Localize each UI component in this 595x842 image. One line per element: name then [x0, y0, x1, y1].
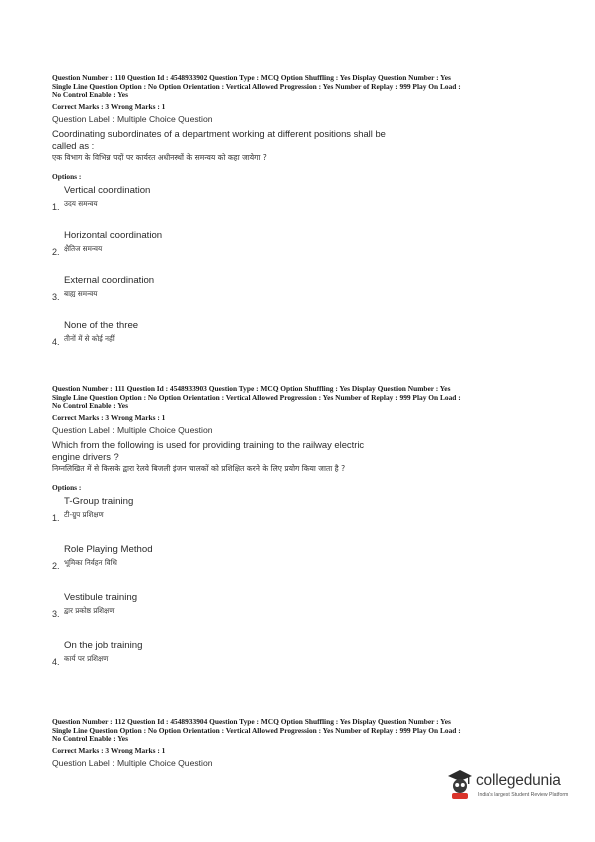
option-text-hi: बाह्य समन्वय	[64, 288, 98, 298]
option-2[interactable]	[52, 226, 552, 271]
question-marks: Correct Marks : 3 Wrong Marks : 1	[52, 101, 166, 111]
option-1[interactable]	[52, 492, 552, 540]
option-number: 3.	[52, 291, 60, 302]
option-text-hi: उदय समन्वय	[64, 198, 98, 208]
option-text-hi: क्षैतिज समन्वय	[64, 243, 103, 253]
option-text-hi: कार्य पर प्रशिक्षण	[64, 653, 109, 663]
option-text-en: Role Playing Method	[64, 543, 153, 555]
question-label: Question Label : Multiple Choice Question	[52, 113, 213, 124]
collegedunia-logo	[446, 768, 586, 808]
question-text-en: Which from the following is used for providing training to the railway electric engine drivers ?	[52, 438, 365, 462]
option-number: 4.	[52, 656, 60, 667]
option-text-hi: द्वार प्रकोष्ठ प्रशिक्षण	[64, 605, 115, 615]
option-text-hi: तीनों में से कोई नहीं	[64, 333, 115, 343]
option-4[interactable]	[52, 316, 552, 361]
options-heading: Options :	[52, 482, 82, 492]
option-4[interactable]	[52, 636, 552, 684]
graduate-mascot-icon	[446, 768, 474, 800]
question-text-en: Coordinating subordinates of a department working at different positions shall be called as :	[52, 127, 386, 151]
question-meta: Question Number : 112 Question Id : 4548933904 Question Type : MCQ Option Shuffling : Yes Display Question Number : Yes Single Line Question Option : No Option Orientation : Vertical Allowed Progression : Yes Number of Replay : 999 Play On Load : No Control Enable : Yes	[52, 717, 461, 744]
option-text-hi: टी-ग्रुप प्रशिक्षण	[64, 509, 104, 519]
option-number: 1.	[52, 512, 60, 523]
option-text-en: Horizontal coordination	[64, 229, 163, 241]
option-text-en: On the job training	[64, 639, 143, 651]
option-3[interactable]	[52, 588, 552, 636]
option-3[interactable]	[52, 271, 552, 316]
option-text-hi: भूमिका निर्वहन विधि	[64, 557, 117, 567]
question-meta: Question Number : 111 Question Id : 4548933903 Question Type : MCQ Option Shuffling : Yes Display Question Number : Yes Single Line Question Option : No Option Orientation : Vertical Allowed Progression : Yes Number of Replay : 999 Play On Load : No Control Enable : Yes	[52, 384, 461, 411]
option-text-en: Vestibule training	[64, 591, 138, 603]
question-meta: Question Number : 110 Question Id : 4548933902 Question Type : MCQ Option Shuffling : Yes Display Question Number : Yes Single Line Question Option : No Option Orientation : Vertical Allowed Progression : Yes Number of Replay : 999 Play On Load : No Control Enable : Yes	[52, 73, 461, 100]
logo-wordmark: collegedunia	[476, 772, 561, 789]
question-block-110	[52, 74, 552, 361]
option-number: 4.	[52, 336, 60, 347]
option-number: 2.	[52, 560, 60, 571]
option-number: 2.	[52, 246, 60, 257]
option-text-en: External coordination	[64, 274, 155, 286]
option-2[interactable]	[52, 540, 552, 588]
option-1[interactable]	[52, 181, 552, 226]
option-number: 1.	[52, 201, 60, 212]
option-text-en: Vertical coordination	[64, 184, 151, 196]
option-text-en: None of the three	[64, 319, 139, 331]
logo-tagline: India's largest Student Review Platform	[478, 792, 569, 798]
question-text-hi: एक विभाग के विभिन्न पदों पर कार्यरत अधीनस्थों के समन्वय को कहा जायेगा ?	[52, 152, 267, 162]
option-number: 3.	[52, 608, 60, 619]
question-text-hi: निम्नलिखित में से किसके द्वारा रेलवे बिजली इंजन चालकों को प्रशिक्षित करने के लिए प्रयोग किया जाता है ?	[52, 463, 346, 473]
question-marks: Correct Marks : 3 Wrong Marks : 1	[52, 745, 166, 755]
question-block-111	[52, 385, 552, 684]
question-block-112	[52, 718, 552, 768]
option-text-en: T-Group training	[64, 495, 134, 507]
question-label: Question Label : Multiple Choice Question	[52, 424, 213, 435]
options-heading: Options :	[52, 171, 82, 181]
question-marks: Correct Marks : 3 Wrong Marks : 1	[52, 412, 166, 422]
question-label: Question Label : Multiple Choice Question	[52, 757, 213, 768]
